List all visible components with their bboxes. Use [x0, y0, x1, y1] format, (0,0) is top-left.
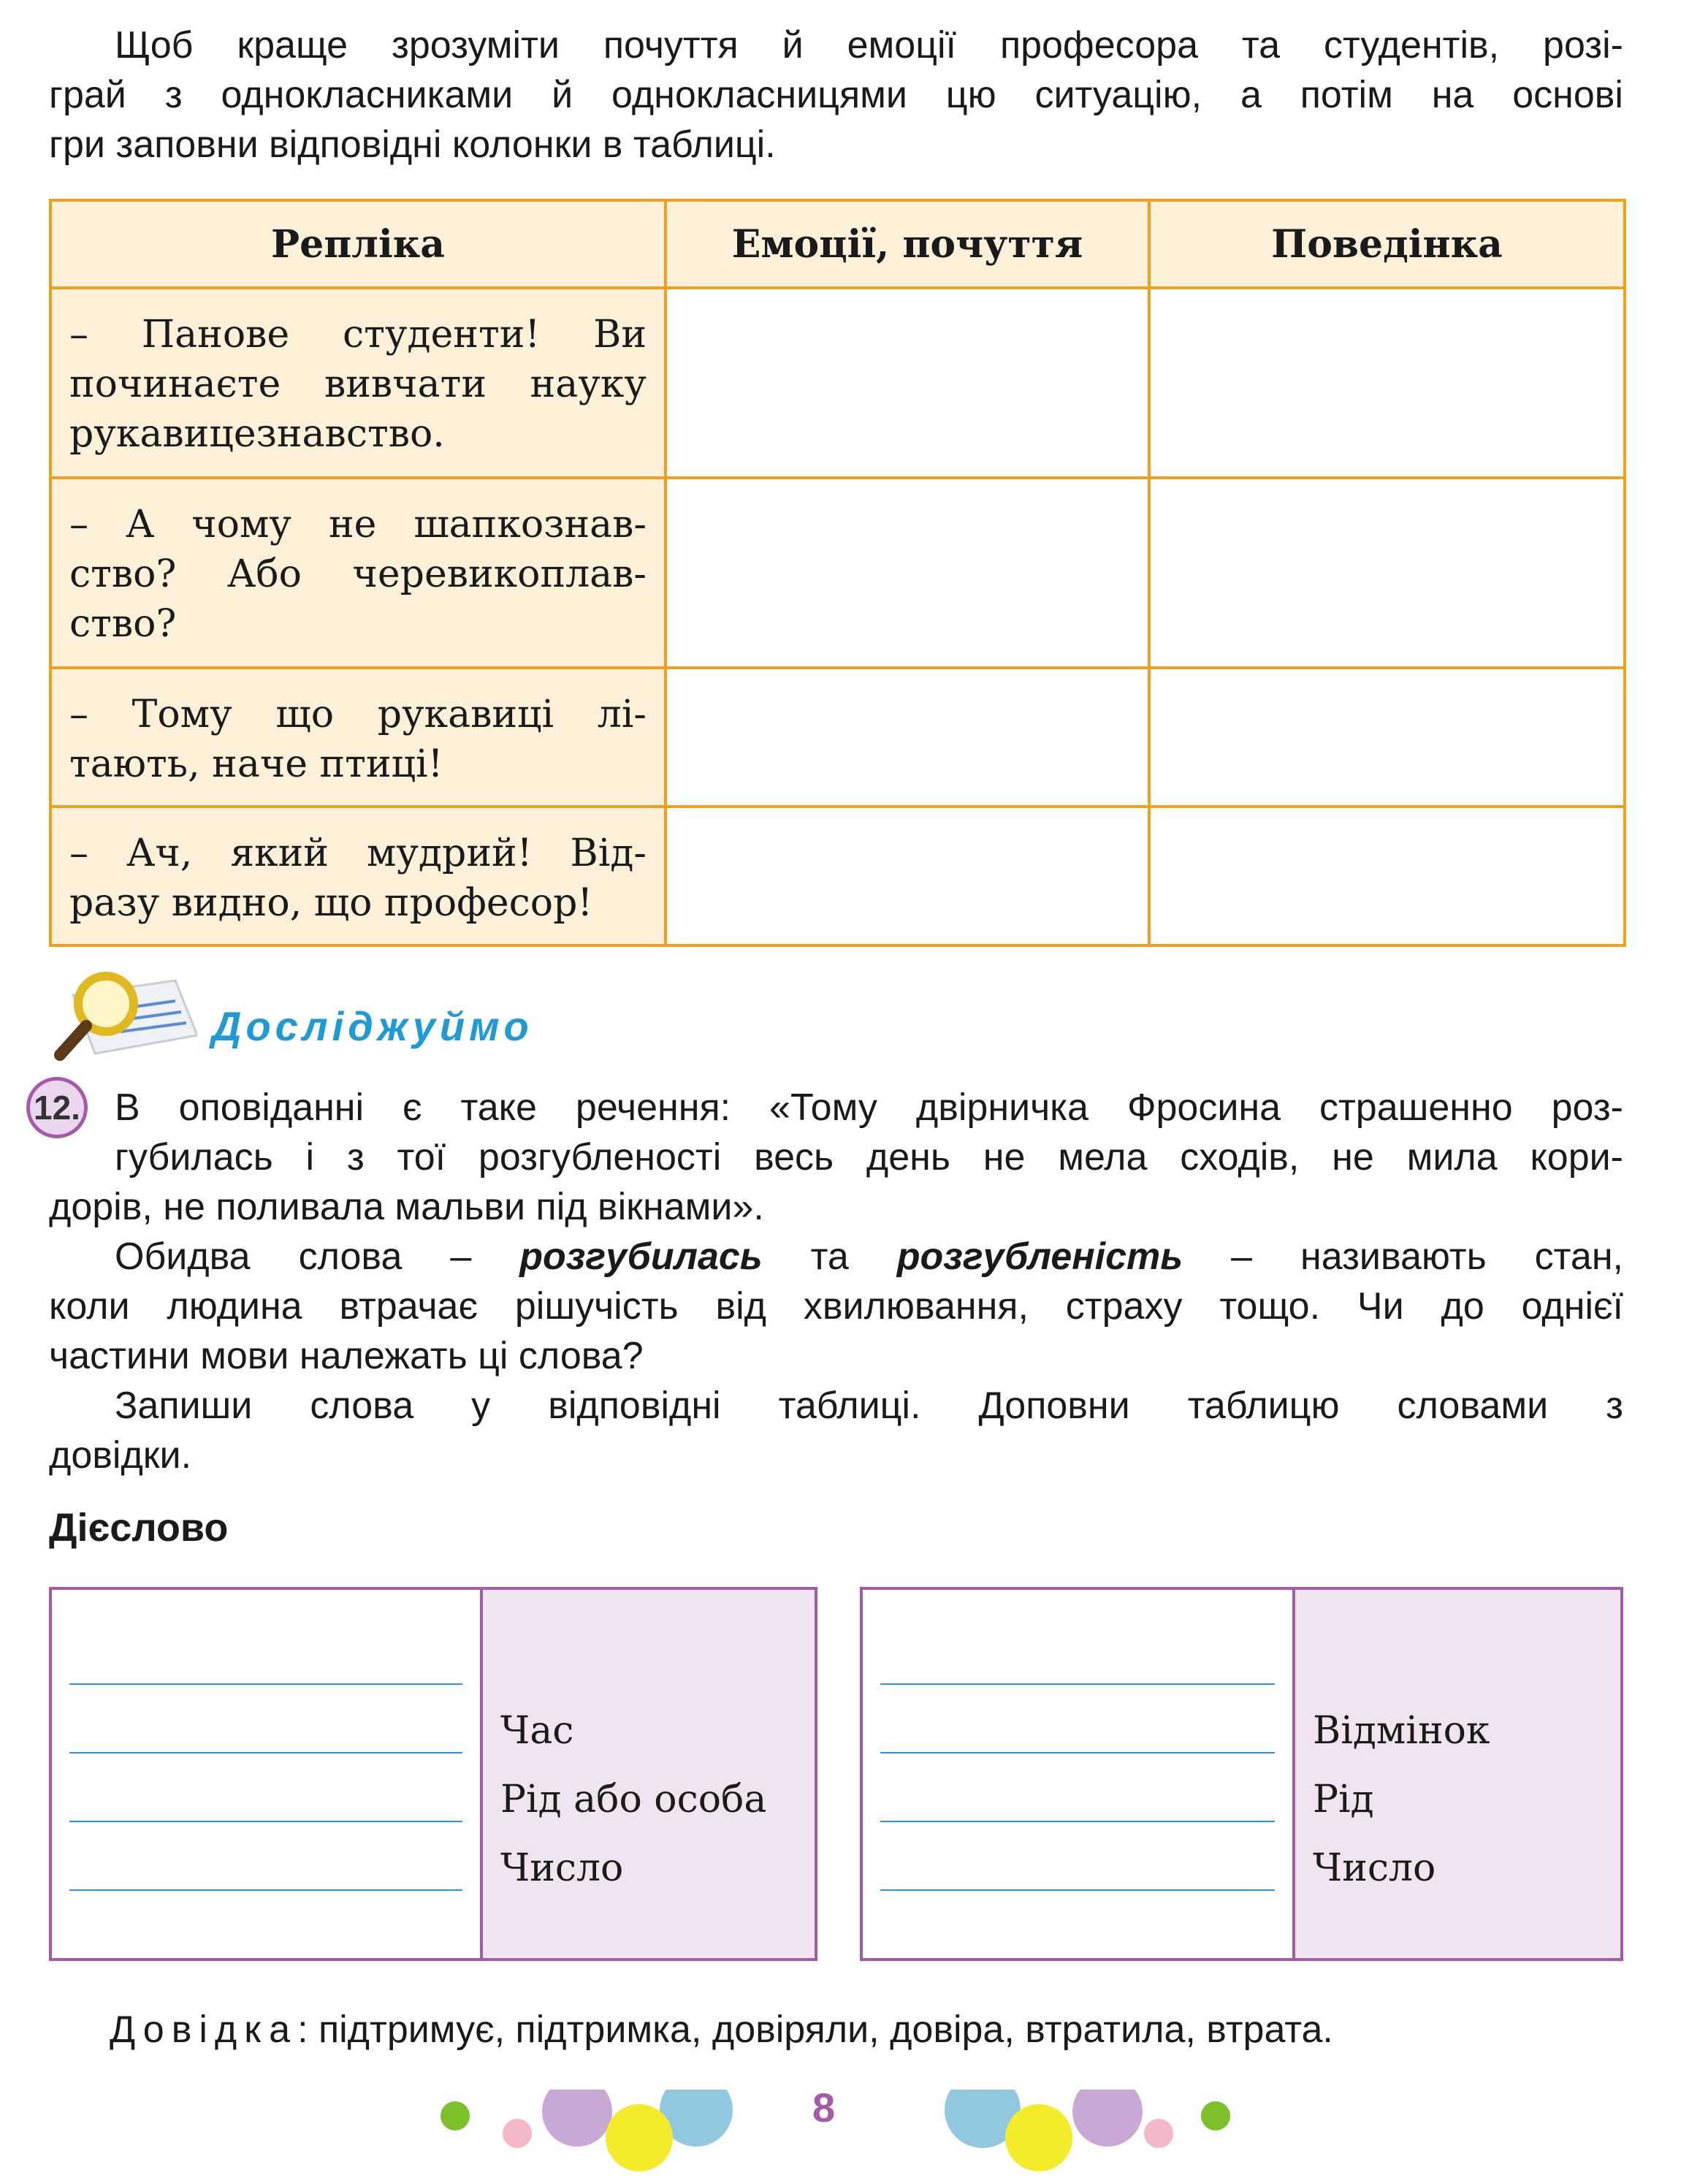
intro-line: грай з однокласниками й однокласницями цю ситуацію, а потім на основі	[49, 74, 1623, 116]
replica-line: тають, наче птиці!	[69, 742, 443, 786]
replica-line: – Панове студенти! Ви	[69, 313, 647, 357]
task-line: дорів, не поливала мальви під вікнами».	[49, 1186, 764, 1228]
replica-cell	[50, 807, 666, 945]
section-title: Досліджуймо	[212, 1003, 533, 1049]
category-label: Число	[1313, 1846, 1436, 1890]
task-line: губилась і з тої розгубленості весь день не мела сходів, не мила кори-	[115, 1136, 1623, 1179]
text-run: та	[762, 1235, 897, 1278]
magnifier-icon	[44, 966, 197, 1068]
category-label: Час	[500, 1709, 574, 1753]
purple-circle	[1072, 2090, 1143, 2147]
task-line	[49, 1232, 1623, 1282]
behavior-cell[interactable]	[1149, 807, 1625, 945]
task-line: довідки.	[49, 1434, 192, 1477]
keyword: розгубленість	[896, 1235, 1183, 1278]
reference-text: : підтримує, підтримка, довіряли, довіра, втратила, втрата.	[297, 2008, 1333, 2051]
verb-categories	[483, 1590, 815, 1958]
emotions-table	[49, 199, 1626, 947]
writing-lines[interactable]	[52, 1590, 483, 1958]
task-line: коли людина втрачає рішучість від хвилювання, страху тощо. Чи до однієї	[49, 1285, 1623, 1328]
emotions-cell[interactable]	[666, 478, 1149, 668]
writing-line[interactable]	[69, 1752, 462, 1754]
emotions-cell[interactable]	[666, 807, 1149, 945]
header-emotions: Емоції, почуття	[666, 200, 1149, 288]
task-number-badge: 12.	[26, 1077, 88, 1138]
green-dot	[441, 2101, 470, 2131]
writing-line[interactable]	[880, 1752, 1275, 1754]
keyword: розгубилась	[519, 1235, 763, 1278]
task12-paragraph-2	[49, 1232, 1623, 1381]
emotions-cell[interactable]	[666, 668, 1149, 807]
reference-note	[110, 2008, 1333, 2052]
task12-paragraph-1	[49, 1083, 1623, 1232]
behavior-cell[interactable]	[1149, 478, 1625, 668]
task-line: Запиши слова у відповідні таблиці. Доповни таблицю словами з	[115, 1385, 1623, 1427]
yellow-circle	[606, 2104, 673, 2171]
replica-line: разу видно, що професор!	[69, 881, 593, 925]
writing-line[interactable]	[880, 1821, 1275, 1822]
yellow-circle	[1005, 2104, 1072, 2171]
text-run: – називають стан,	[1183, 1235, 1623, 1278]
behavior-cell[interactable]	[1149, 668, 1625, 807]
task-line: В оповіданні є таке речення: «Тому двірничка Фросина страшенно роз-	[115, 1086, 1623, 1129]
replica-line: ство? Або черевикоплав-	[69, 552, 647, 596]
writing-line[interactable]	[880, 1889, 1275, 1891]
replica-line: ство?	[69, 602, 177, 646]
green-dot	[1201, 2101, 1230, 2131]
reference-label: Довідка	[110, 2008, 298, 2051]
header-behavior: Поведінка	[1149, 200, 1625, 288]
replica-line: – А чому не шапкознав-	[69, 503, 647, 547]
writing-line[interactable]	[69, 1821, 462, 1822]
replica-cell	[50, 478, 666, 668]
noun-categories	[1295, 1590, 1620, 1958]
text-run: Обидва слова –	[115, 1235, 520, 1278]
verb-heading: Дієслово	[49, 1506, 229, 1550]
pink-dot	[1144, 2119, 1173, 2148]
intro-paragraph	[49, 20, 1623, 170]
task12-paragraph-3	[49, 1381, 1623, 1480]
replica-cell	[50, 288, 666, 478]
pink-dot	[503, 2119, 532, 2148]
task-line: частини мови належать ці слова?	[49, 1335, 644, 1377]
replica-line: рукавицезнавство.	[69, 412, 445, 456]
decorative-circles	[0, 2090, 1708, 2178]
replica-cell	[50, 668, 666, 807]
category-label: Рід	[1313, 1778, 1374, 1821]
writing-line[interactable]	[69, 1683, 462, 1685]
intro-line: Щоб краще зрозуміти почуття й емоції професора та студентів, розі-	[115, 24, 1623, 66]
writing-line[interactable]	[880, 1683, 1275, 1685]
replica-line: – Тому що рукавиці лі-	[69, 693, 647, 736]
page-number: 8	[812, 2084, 836, 2131]
verb-box	[49, 1587, 817, 1961]
category-label: Відмінок	[1313, 1709, 1490, 1753]
writing-line[interactable]	[69, 1889, 462, 1891]
category-label: Рід або особа	[500, 1778, 767, 1821]
header-replica: Репліка	[50, 200, 666, 288]
replica-line: – Ач, який мудрий! Від-	[69, 831, 647, 875]
writing-lines[interactable]	[863, 1590, 1295, 1958]
emotions-cell[interactable]	[666, 288, 1149, 478]
behavior-cell[interactable]	[1149, 288, 1625, 478]
category-label: Число	[500, 1846, 624, 1890]
noun-box	[860, 1587, 1623, 1961]
purple-circle	[542, 2090, 612, 2147]
replica-line: починаєте вивчати науку	[69, 362, 647, 406]
intro-line: гри заповни відповідні колонки в таблиці.	[49, 123, 776, 166]
